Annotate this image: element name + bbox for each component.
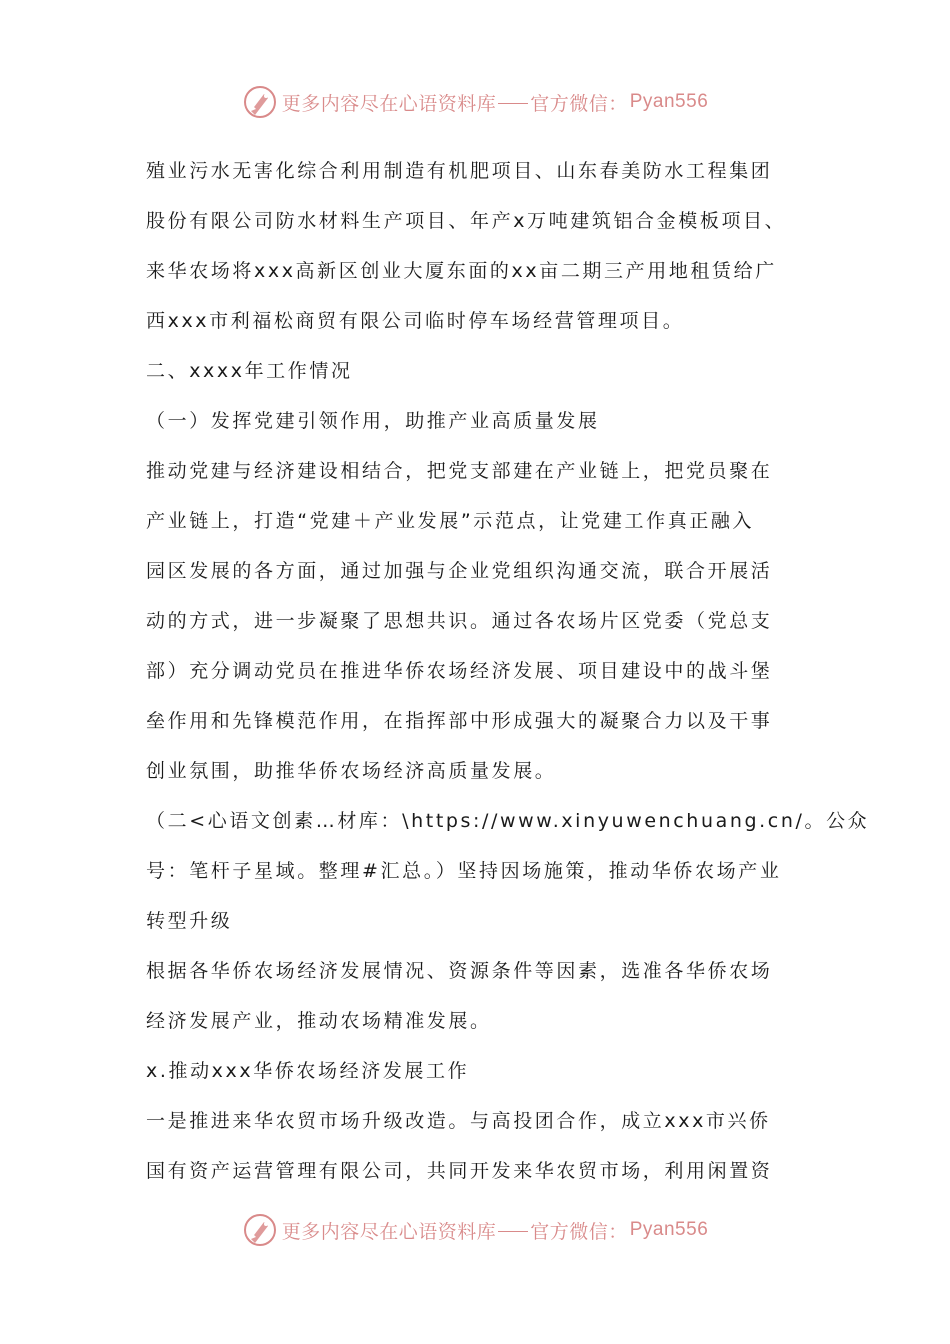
body-line: 垒作用和先锋模范作用，在指挥部中形成强大的凝聚合力以及干事 (146, 710, 773, 732)
body-line: 西xxx市利福松商贸有限公司临时停车场经营管理项目。 (146, 310, 685, 332)
banner-wechat-id: Pyan556 (629, 1219, 709, 1240)
subsection-heading: （一）发挥党建引领作用，助推产业高质量发展 (146, 410, 600, 432)
banner-text: 更多内容尽在心语资料库 (281, 1220, 497, 1243)
body-line: 根据各华侨农场经济发展情况、资源条件等因素，选准各华侨农场 (146, 960, 773, 982)
body-line: 来华农场将xxx高新区创业大厦东面的xx亩二期三产用地租赁给广 (146, 260, 777, 282)
pen-nib-logo-icon (242, 1212, 278, 1248)
banner-wechat-id: Pyan556 (629, 91, 709, 112)
pen-nib-logo-icon (242, 84, 278, 120)
banner-text: 更多内容尽在心语资料库 (281, 92, 497, 115)
banner-dash (498, 1231, 528, 1232)
body-line: 一是推进来华农贸市场升级改造。与高投团合作，成立xxx市兴侨 (146, 1110, 771, 1132)
body-line: 产业链上，打造“党建＋产业发展”示范点，让党建工作真正融入 (146, 510, 755, 532)
subsection-heading: 转型升级 (146, 910, 233, 932)
body-line: 股份有限公司防水材料生产项目、年产x万吨建筑铝合金模板项目、 (146, 210, 787, 232)
body-line: 国有资产运营管理有限公司，共同开发来华农贸市场，利用闲置资 (146, 1160, 773, 1182)
body-line: 创业氛围，助推华侨农场经济高质量发展。 (146, 760, 557, 782)
header-banner (0, 82, 950, 122)
subsection-heading: （二<心语文创素…材库：\https://www.xinyuwenchuang.cn/。公众 (146, 810, 870, 832)
banner-suffix: 官方微信： (530, 1220, 628, 1243)
body-line: 部）充分调动党员在推进华侨农场经济发展、项目建设中的战斗堡 (146, 660, 773, 682)
footer-banner (0, 1210, 950, 1250)
body-line: 动的方式，进一步凝聚了思想共识。通过各农场片区党委（党总支 (146, 610, 773, 632)
subsection-heading: 号：笔杆子星域。整理#汇总。）坚持因场施策，推动华侨农场产业 (146, 860, 782, 882)
banner-suffix: 官方微信： (530, 92, 628, 115)
document-body (146, 146, 870, 1196)
item-heading: x.推动xxx华侨农场经济发展工作 (146, 1060, 470, 1082)
section-heading: 二、xxxx年工作情况 (146, 360, 353, 382)
body-line: 经济发展产业，推动农场精准发展。 (146, 1010, 492, 1032)
banner-dash (498, 103, 528, 104)
body-line: 推动党建与经济建设相结合，把党支部建在产业链上，把党员聚在 (146, 460, 773, 482)
body-line: 园区发展的各方面，通过加强与企业党组织沟通交流，联合开展活 (146, 560, 773, 582)
body-line: 殖业污水无害化综合利用制造有机肥项目、山东春美防水工程集团 (146, 160, 773, 182)
